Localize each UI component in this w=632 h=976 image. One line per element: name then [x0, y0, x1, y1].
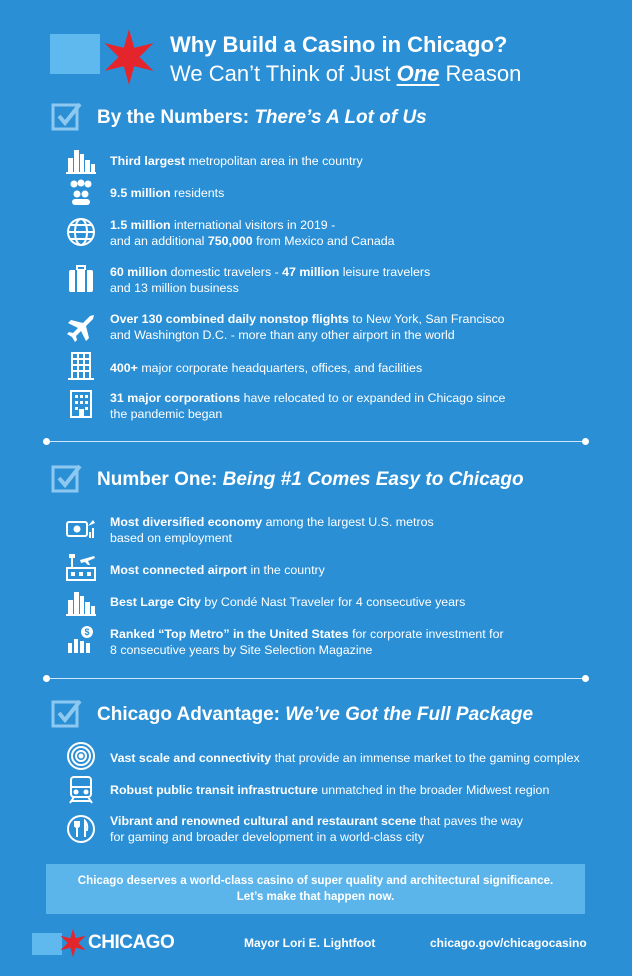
economy-icon — [66, 514, 96, 544]
list-item: Most connected airport in the country — [110, 563, 325, 577]
train-icon — [66, 775, 96, 805]
dining-icon — [66, 814, 96, 844]
investment-icon — [66, 625, 96, 655]
list-item: Over 130 combined daily nonstop flights to New York, San Francisco and Washington D.C. - more than any other airport in the world — [110, 312, 505, 342]
list-item: 1.5 million international visitors in 2019 - and an additional 750,000 from Mexico and Canada — [110, 218, 395, 248]
globe-icon — [66, 217, 96, 247]
section-divider — [46, 678, 586, 679]
list-item: 9.5 million residents — [110, 186, 225, 200]
list-item: Vast scale and connectivity that provide an immense market to the gaming complex — [110, 751, 580, 765]
svg-text:$: $ — [84, 627, 90, 637]
chicago-star-icon — [58, 928, 88, 958]
checkbox-check-icon — [50, 462, 82, 494]
chicago-logo: CHICAGO — [88, 932, 175, 953]
checkbox-check-icon — [50, 697, 82, 729]
list-item: 60 million domestic travelers - 47 million leisure travelers and 13 million business — [110, 265, 431, 295]
checkbox-check-icon — [50, 100, 82, 132]
list-item: 400+ major corporate headquarters, offices, and facilities — [110, 361, 423, 375]
section-heading-advantage: Chicago Advantage: We’ve Got the Full Package — [97, 704, 534, 725]
list-item: Vibrant and renowned cultural and restaurant scene that paves the way for gaming and broader development in a world-class city — [110, 814, 523, 844]
corporate-building-icon — [66, 389, 96, 419]
signal-icon — [66, 741, 96, 771]
page-title: Why Build a Casino in Chicago? — [170, 32, 508, 57]
list-item: Third largest metropolitan area in the country — [110, 154, 363, 168]
callout-box: Chicago deserves a world-class casino of super quality and architectural significance. Let’s make that happen now. — [46, 864, 585, 914]
footer-url-link[interactable]: chicago.gov/chicagocasino — [430, 936, 587, 950]
section-heading-numbers: By the Numbers: There’s A Lot of Us — [97, 107, 427, 128]
footer-mayor: Mayor Lori E. Lightfoot — [244, 936, 376, 950]
page-subtitle: We Can’t Think of Just One Reason — [170, 61, 522, 86]
list-item: Ranked “Top Metro” in the United States for corporate investment for 8 consecutive years by Site Selection Magazine — [110, 627, 504, 657]
list-item: Most diversified economy among the largest U.S. metros based on employment — [110, 515, 434, 545]
section-divider — [46, 441, 586, 442]
office-building-icon — [66, 351, 96, 381]
skyline-icon — [66, 586, 96, 616]
list-item: Robust public transit infrastructure unmatched in the broader Midwest region — [110, 783, 550, 797]
section-heading-number-one: Number One: Being #1 Comes Easy to Chicago — [97, 469, 524, 490]
people-icon — [66, 177, 96, 207]
skyline-icon — [66, 144, 96, 174]
airplane-icon — [66, 313, 96, 343]
luggage-icon — [66, 264, 96, 294]
list-item: 31 major corporations have relocated to or expanded in Chicago since the pandemic began — [110, 391, 506, 421]
airport-icon — [66, 552, 96, 582]
chicago-star-icon — [100, 28, 158, 86]
header-flag-square — [50, 34, 100, 74]
list-item: Best Large City by Condé Nast Traveler for 4 consecutive years — [110, 595, 466, 609]
